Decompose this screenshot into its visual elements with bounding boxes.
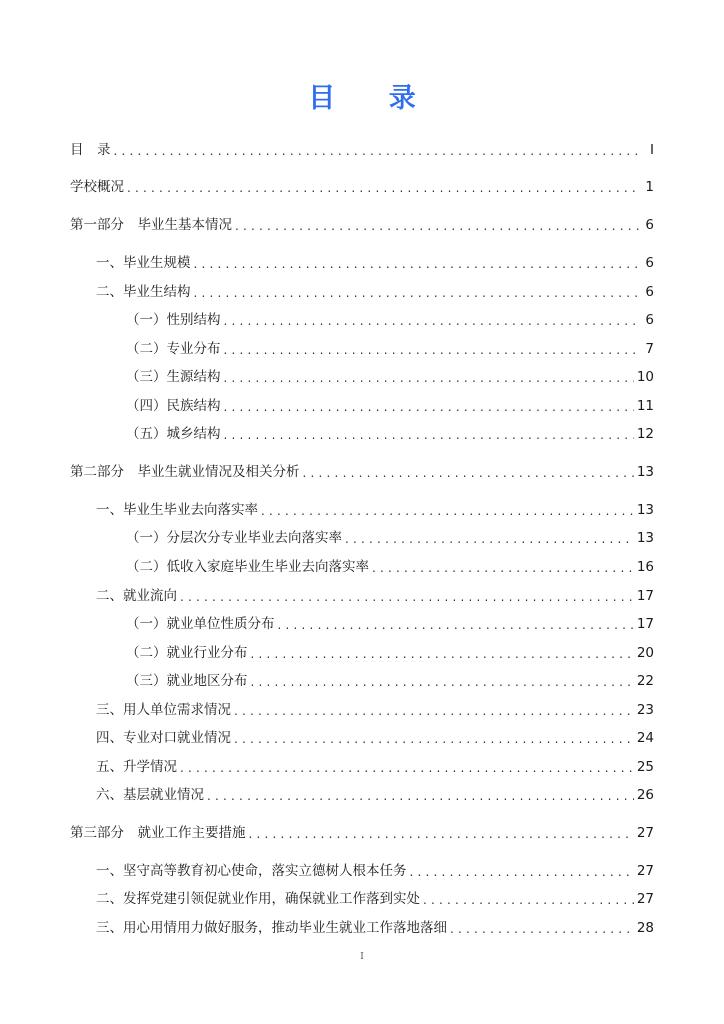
toc-dot-leader (278, 616, 634, 634)
toc-entry-page: 6 (645, 284, 654, 300)
toc-dot-leader (234, 730, 634, 748)
toc-entry[interactable] (70, 424, 654, 444)
toc-dot-leader (224, 341, 640, 359)
toc-entry-page: 20 (636, 645, 654, 661)
toc-dot-leader (251, 645, 634, 663)
toc-entry-text: 六、基层就业情况 (96, 787, 204, 803)
toc-dot-leader (249, 825, 634, 843)
toc-dot-leader (303, 464, 634, 482)
toc-entry-text: 一、毕业生毕业去向落实率 (96, 502, 258, 518)
toc-entry[interactable] (70, 586, 654, 606)
toc-entry-text: 一、毕业生规模 (96, 255, 191, 271)
toc-entry-page: I (650, 142, 654, 158)
toc-entry[interactable] (70, 177, 654, 197)
toc-dot-leader (224, 398, 634, 416)
toc-entry-text: 二、发挥党建引领促就业作用，确保就业工作落到实处 (96, 891, 420, 907)
toc-entry[interactable] (70, 918, 654, 938)
toc-entry[interactable] (70, 282, 654, 302)
toc-entry-page: 10 (636, 369, 654, 385)
toc-entry-text: 五、升学情况 (96, 759, 177, 775)
toc-entry[interactable] (70, 253, 654, 273)
toc-entry-page: 27 (636, 891, 654, 907)
toc-entry[interactable] (70, 339, 654, 359)
toc-entry-text: 第一部分 毕业生基本情况 (70, 217, 232, 233)
toc-entry[interactable] (70, 215, 654, 235)
toc-entry[interactable] (70, 643, 654, 663)
table-of-contents (70, 0, 654, 1024)
toc-entry-page: 23 (636, 702, 654, 718)
toc-entry[interactable] (70, 140, 654, 160)
toc-entry-page: 6 (645, 255, 654, 271)
toc-entry-text: （二）专业分布 (126, 341, 221, 357)
toc-entry-text: （五）城乡结构 (126, 426, 221, 442)
toc-entry-text: 四、专业对口就业情况 (96, 730, 231, 746)
toc-entry[interactable] (70, 757, 654, 777)
toc-entry-text: 学校概况 (70, 179, 124, 195)
toc-entry[interactable] (70, 785, 654, 805)
toc-dot-leader (261, 502, 634, 520)
toc-entry[interactable] (70, 557, 654, 577)
toc-entry-text: 三、用心用情用力做好服务，推动毕业生就业工作落地落细 (96, 920, 447, 936)
toc-entry[interactable] (70, 671, 654, 691)
toc-entry-text: （三）生源结构 (126, 369, 221, 385)
toc-entry-text: （一）就业单位性质分布 (126, 616, 275, 632)
footer-page-number: I (360, 952, 364, 962)
toc-entry-page: 7 (645, 341, 654, 357)
toc-entry-page: 28 (636, 920, 654, 936)
toc-dot-leader (180, 759, 634, 777)
toc-entry-text: 一、坚守高等教育初心使命，落实立德树人根本任务 (96, 863, 407, 879)
toc-entry-page: 1 (645, 179, 654, 195)
toc-entry-text: （四）民族结构 (126, 398, 221, 414)
toc-entry-page: 13 (636, 530, 654, 546)
toc-entry-page: 17 (636, 588, 654, 604)
toc-dot-leader (180, 588, 634, 606)
toc-entry-text: （一）分层次分专业毕业去向落实率 (126, 530, 342, 546)
toc-dot-leader (127, 179, 639, 197)
toc-entry-page: 6 (645, 217, 654, 233)
toc-entry-text: 目 录 (70, 142, 111, 158)
toc-entry-page: 27 (636, 863, 654, 879)
toc-entry-page: 13 (636, 502, 654, 518)
toc-entry-page: 27 (636, 825, 654, 841)
toc-entry[interactable] (70, 500, 654, 520)
toc-entry-text: （三）就业地区分布 (126, 673, 248, 689)
toc-entry-page: 26 (636, 787, 654, 803)
toc-entry[interactable] (70, 728, 654, 748)
toc-dot-leader (235, 217, 639, 235)
toc-dot-leader (450, 920, 634, 938)
toc-entry-text: 三、用人单位需求情况 (96, 702, 231, 718)
toc-entry-text: 第三部分 就业工作主要措施 (70, 825, 246, 841)
toc-entry-page: 11 (636, 398, 654, 414)
toc-entry-page: 6 (645, 312, 654, 328)
toc-entry-text: 二、毕业生结构 (96, 284, 191, 300)
toc-entry[interactable] (70, 396, 654, 416)
toc-entry-text: 第二部分 毕业生就业情况及相关分析 (70, 464, 300, 480)
toc-dot-leader (194, 284, 640, 302)
toc-entry-page: 24 (636, 730, 654, 746)
toc-dot-leader (207, 787, 634, 805)
toc-entry[interactable] (70, 462, 654, 482)
toc-entry[interactable] (70, 700, 654, 720)
toc-entry[interactable] (70, 528, 654, 548)
page-title: 目 录 (308, 83, 438, 114)
toc-dot-leader (251, 673, 634, 691)
toc-entry-text: （二）低收入家庭毕业生毕业去向落实率 (126, 559, 369, 575)
toc-entry[interactable] (70, 614, 654, 634)
toc-dot-leader (224, 369, 634, 387)
toc-entry[interactable] (70, 861, 654, 881)
toc-entry-page: 16 (636, 559, 654, 575)
toc-entry-page: 13 (636, 464, 654, 480)
toc-dot-leader (194, 255, 640, 273)
toc-entry-page: 17 (636, 616, 654, 632)
toc-entry[interactable] (70, 310, 654, 330)
toc-dot-leader (234, 702, 634, 720)
toc-entry[interactable] (70, 367, 654, 387)
toc-dot-leader (114, 142, 640, 160)
toc-dot-leader (372, 559, 634, 577)
toc-dot-leader (224, 312, 640, 330)
toc-entry-page: 22 (636, 673, 654, 689)
toc-dot-leader (345, 530, 634, 548)
toc-entry-text: 二、就业流向 (96, 588, 177, 604)
toc-entry[interactable] (70, 889, 654, 909)
toc-entry-text: （二）就业行业分布 (126, 645, 248, 661)
toc-dot-leader (410, 863, 634, 881)
toc-entry[interactable] (70, 823, 654, 843)
toc-entry-text: （一）性别结构 (126, 312, 221, 328)
toc-entry-page: 12 (636, 426, 654, 442)
toc-entry-page: 25 (636, 759, 654, 775)
toc-dot-leader (423, 891, 634, 909)
toc-dot-leader (224, 426, 634, 444)
